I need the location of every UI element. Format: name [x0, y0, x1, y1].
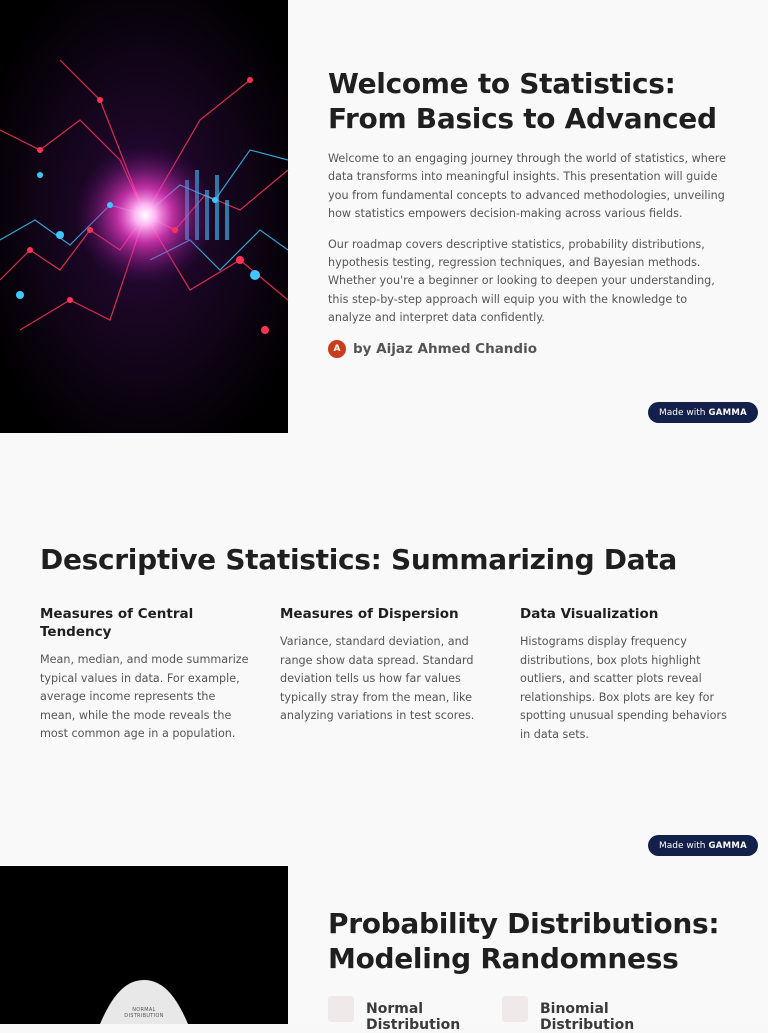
badge-brand: GAMMA — [708, 840, 748, 851]
column-visualization — [520, 605, 729, 745]
slide3-title-line2: Modeling Randomness — [328, 942, 679, 975]
roadmap-paragraph: Our roadmap covers descriptive statistics, probability distributions, hypothesis testing, regression techniques, and Bayesian methods. Whether you're a beginner or looking to deepen your understanding, this step-by-step approach will equip you with the knowledge to analyze and interpret data confidently. — [328, 237, 715, 325]
hero-image — [0, 0, 288, 433]
slide-descriptive-statistics — [0, 433, 768, 866]
distribution-item-binomial — [502, 996, 650, 1033]
distribution-label: Normal Distribution — [366, 1001, 461, 1033]
badge-prefix: Made with — [658, 407, 706, 418]
column-central-tendency — [40, 605, 249, 745]
columns — [40, 605, 730, 745]
bell-curve-icon — [0, 866, 288, 1024]
badge-brand: GAMMA — [708, 407, 748, 418]
column-text: Variance, standard deviation, and range show data spread. Standard deviation tells us how far values typically stray from the mean, like analyzing variations in test scores. — [280, 635, 475, 723]
intro-paragraph: Welcome to an engaging journey through the world of statistics, where data transforms into meaningful insights. This presentation will guide you from fundamental concepts to advanced methodologies, unveiling how statistics empowers decision-making across various fields. — [328, 152, 726, 221]
made-with-gamma-badge[interactable] — [648, 835, 758, 856]
normal-distribution-image — [0, 866, 288, 1024]
column-title: Measures of Central Tendency — [40, 606, 194, 640]
author-line — [328, 340, 728, 358]
column-text: Mean, median, and mode summarize typical values in data. For example, average income represents the mean, while the mode reveals the most common age in a population. — [40, 653, 249, 741]
column-title: Data Visualization — [520, 606, 659, 622]
column-title: Measures of Dispersion — [280, 606, 459, 622]
slide1-title-line2: From Basics to Advanced — [328, 102, 717, 135]
distribution-list — [328, 996, 748, 1033]
slide-welcome — [0, 0, 768, 433]
normal-distribution-icon — [328, 996, 354, 1022]
distribution-label: Binomial Distribution — [540, 1001, 635, 1033]
made-with-gamma-badge[interactable] — [648, 402, 758, 423]
slide2-title: Descriptive Statistics: Summarizing Data — [40, 543, 677, 576]
author-name: by Aijaz Ahmed Chandio — [353, 340, 537, 357]
image-label: NORMAL DISTRIBUTION — [124, 1007, 164, 1019]
badge-prefix: Made with — [658, 840, 706, 851]
author-avatar: A — [328, 340, 346, 358]
column-text: Histograms display frequency distributions, box plots highlight outliers, and scatter plots reveal relationships. Box plots are key for spotting unusual spending behaviors in data sets. — [520, 635, 727, 741]
column-dispersion — [280, 605, 489, 745]
slide1-title — [328, 66, 728, 136]
slide3-title — [328, 906, 748, 976]
binomial-distribution-icon — [502, 996, 528, 1022]
distribution-item-normal — [328, 996, 476, 1033]
slide3-title-line1: Probability Distributions: — [328, 907, 720, 940]
slide-probability-distributions — [0, 866, 768, 1033]
data-network-illustration — [0, 0, 288, 433]
slide1-title-line1: Welcome to Statistics: — [328, 67, 676, 100]
